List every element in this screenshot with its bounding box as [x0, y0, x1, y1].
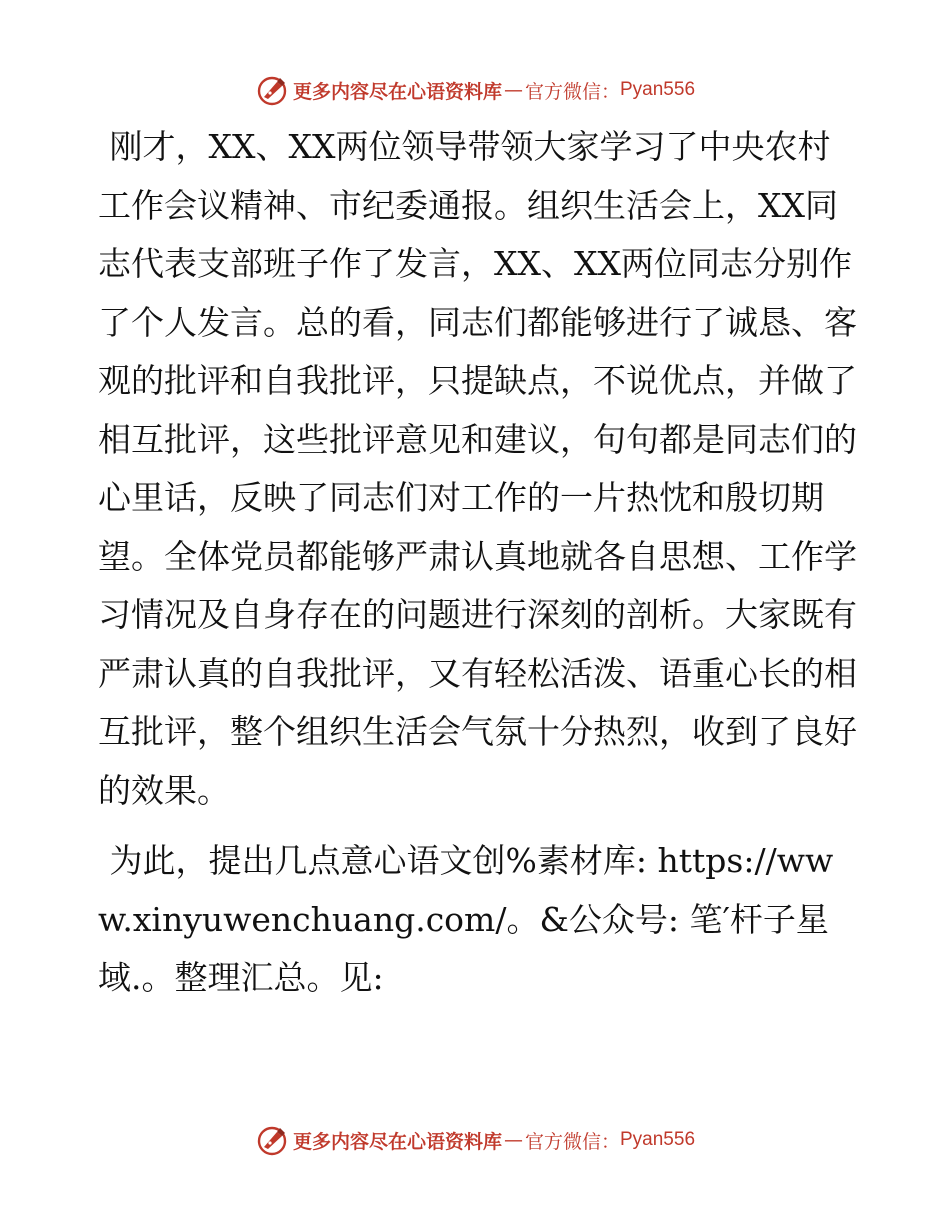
pen-nib-circle-icon [255, 73, 289, 107]
footer-banner [0, 1120, 950, 1160]
banner-separator: — [503, 79, 523, 101]
document-body [98, 118, 858, 1008]
banner-wechat-handle: Pyan556 [620, 79, 696, 100]
body-paragraph-1: 刚才，XX、XX两位领导带领大家学习了中央农村工作会议精神、市纪委通报。组织生活会上，XX同志代表支部班子作了发言，XX、XX两位同志分别作了个人发言。总的看，同志们都能够进行了诚恳、客观的批评和自我批评，只提缺点，不说优点，并做了相互批评，这些批评意见和建议，句句都是同志们的心里话，反映了同志们对工作的一片热忱和殷切期望。全体党员都能够严肃认真地就各自思想、工作学习情况及自身存在的问题进行深刻的剖析。大家既有严肃认真的自我批评，又有轻松活泼、语重心长的相互批评，整个组织生活会气氛十分热烈，收到了良好的效果。 [98, 127, 857, 810]
banner-wechat-handle: Pyan556 [620, 1129, 696, 1150]
banner-separator: — [503, 1129, 523, 1151]
body-paragraph-2: 为此，提出几点意心语文创%素材库: https://www.xinyuwenchuang.com/。&公众号: 笔′杆子星域.。整理汇总。见: [98, 841, 834, 997]
banner-wechat-label: 官方微信： [524, 80, 620, 103]
header-banner [0, 70, 950, 110]
banner-brand-text: 更多内容尽在心语资料库 [292, 1130, 502, 1153]
banner-wechat-label: 官方微信： [524, 1130, 620, 1153]
pen-nib-circle-icon [255, 1123, 289, 1157]
banner-brand-text: 更多内容尽在心语资料库 [292, 80, 502, 103]
